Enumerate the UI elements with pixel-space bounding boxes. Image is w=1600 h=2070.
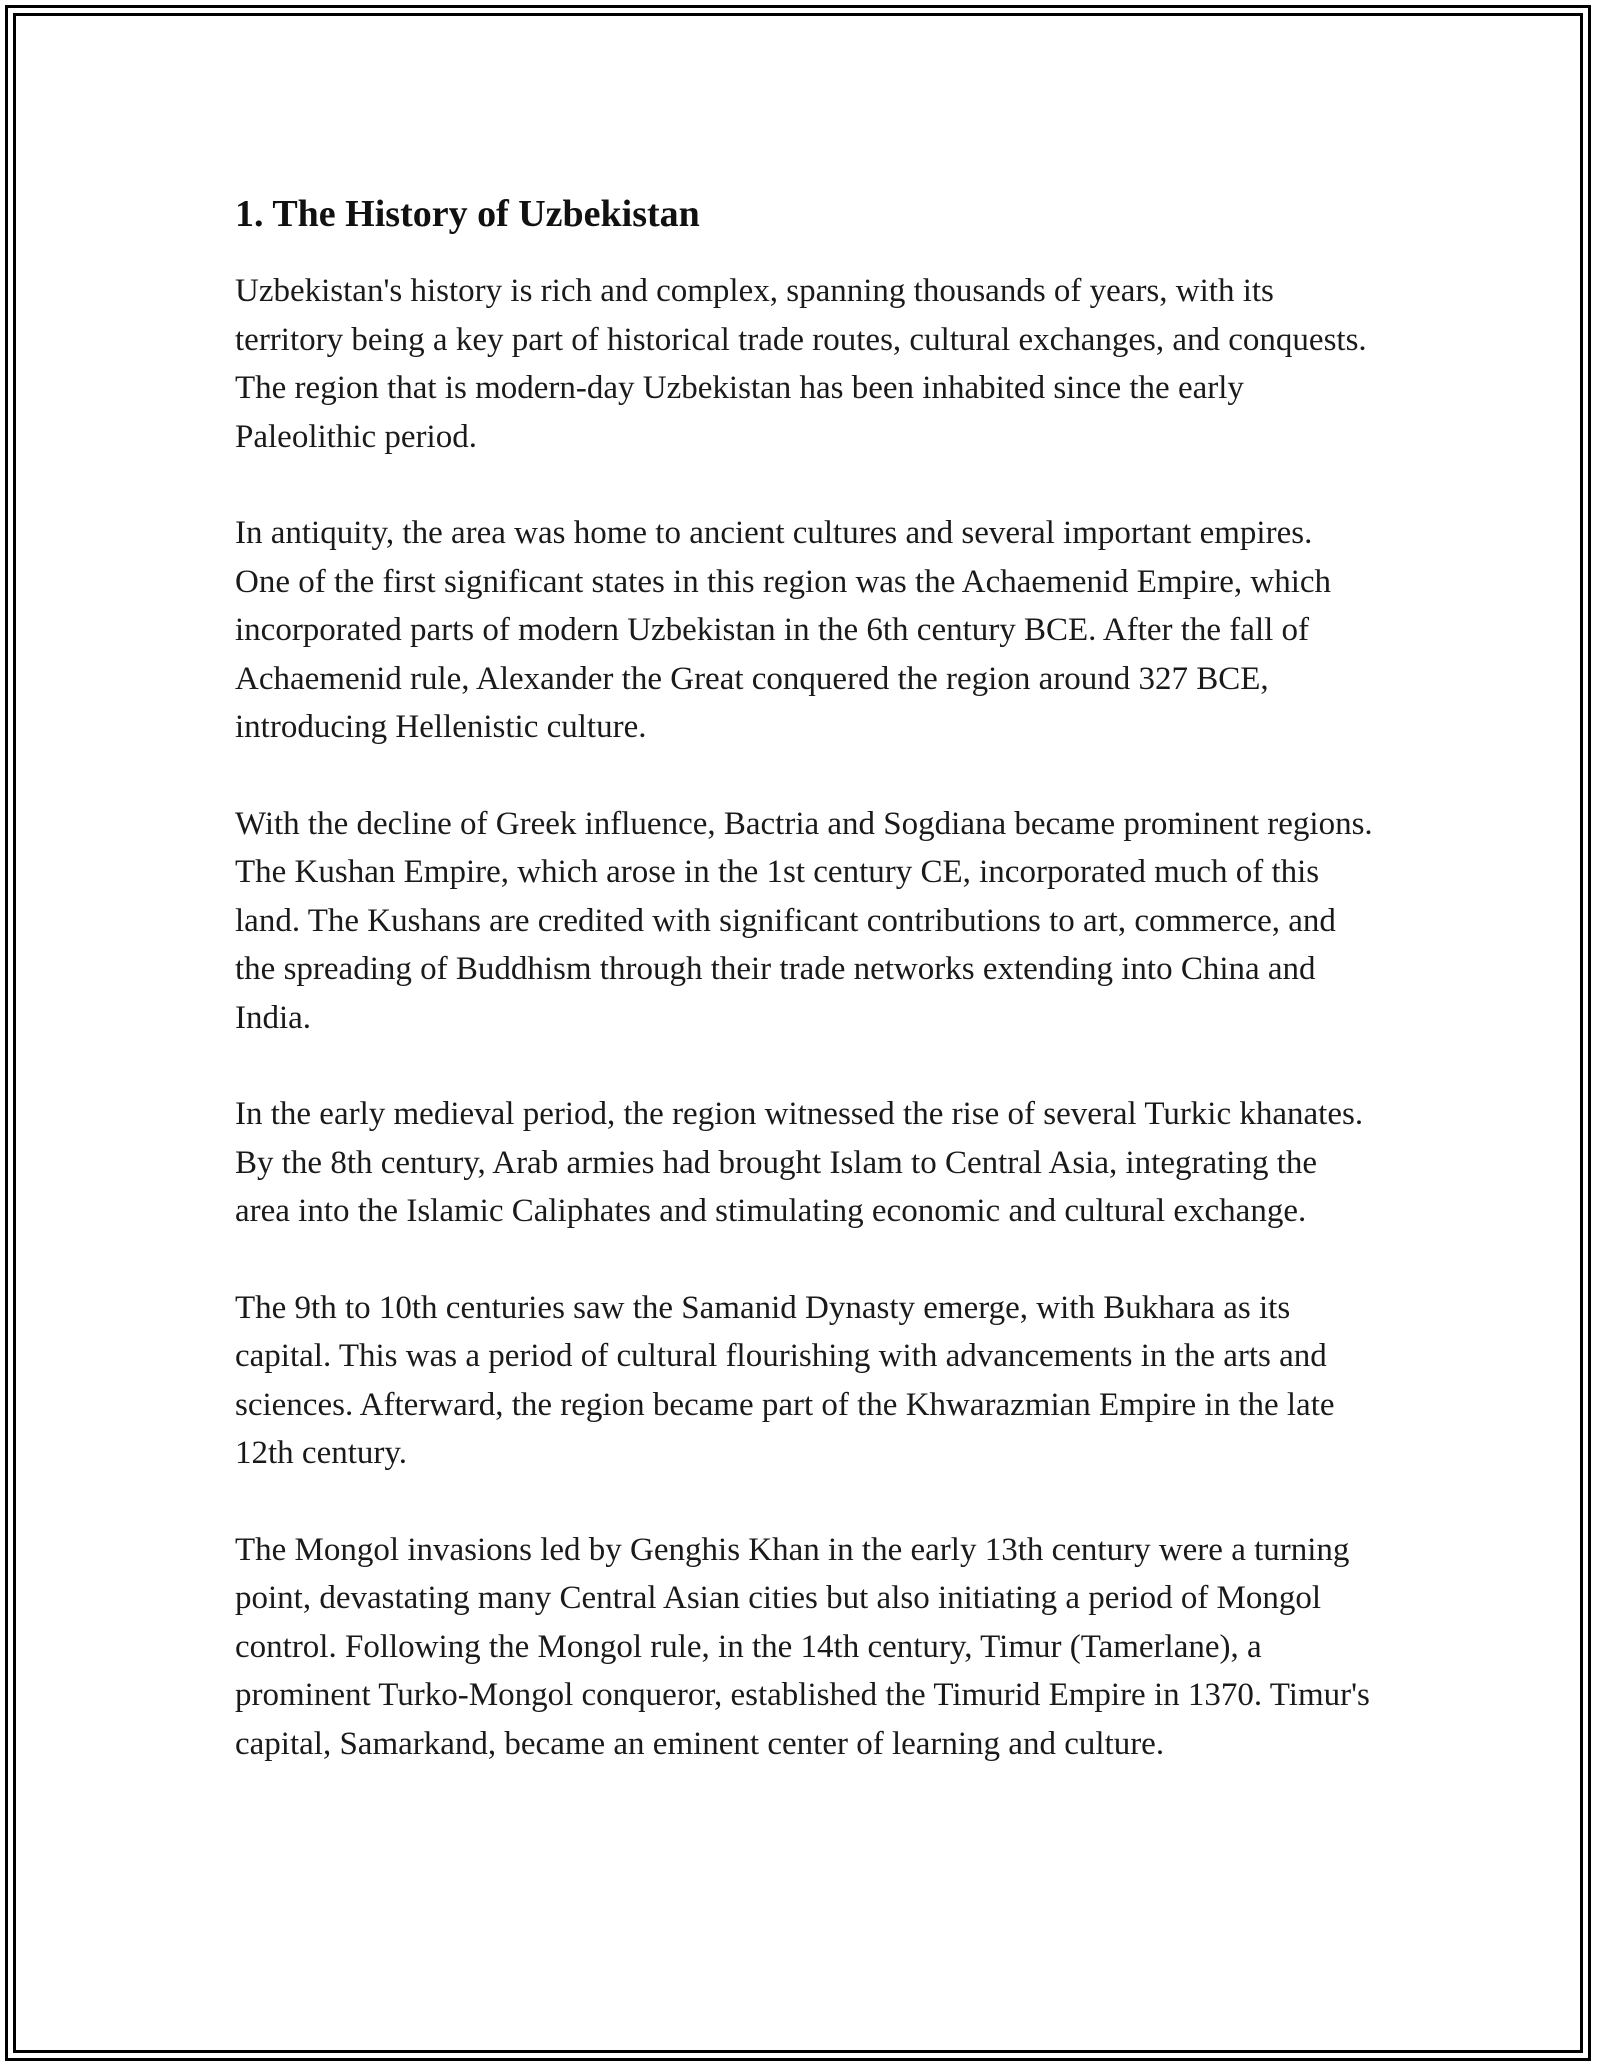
paragraph-samanid: The 9th to 10th centuries saw the Samanid Dynasty emerge, with Bukhara as its capital. This was a period of cultural flourishing with advancements in the arts and sciences. Afterward, the region became part of the Khwarazmian Empire in the late 12th century.: [235, 1289, 1335, 1471]
paragraph-intro: Uzbekistan's history is rich and complex, spanning thousands of years, with its territory being a key part of historical trade routes, cultural exchanges, and conquests. The region that is modern-day Uzbekistan has been inhabited since the early Paleolithic period.: [235, 273, 1367, 455]
paragraph-medieval: In the early medieval period, the region witnessed the rise of several Turkic khanates. By the 8th century, Arab armies had brought Islam to Central Asia, integrating the area into the Islamic Caliphates and stimulating economic and cultural exchange.: [235, 1096, 1364, 1229]
paragraph-mongol: The Mongol invasions led by Genghis Khan in the early 13th century were a turning point, devastating many Central Asian cities but also initiating a period of Mongol control. Following the Mongol rule, in the 14th century, Timur (Tamerlane), a prominent Turko-Mongol conqueror, established the Timurid Empire in 1370. Timur's capital, Samarkand, became an eminent center of learning and culture.: [235, 1531, 1370, 1762]
document-body: [235, 185, 1375, 1816]
section-title: 1. The History of Uzbekistan: [235, 193, 700, 235]
paragraph-kushan: With the decline of Greek influence, Bactria and Sogdiana became prominent regions. The Kushan Empire, which arose in the 1st century CE, incorporated much of this land. The Kushans are credited with significant contributions to art, commerce, and the spreading of Buddhism through their trade networks extending into China and India.: [235, 805, 1373, 1036]
paragraph-antiquity: In antiquity, the area was home to ancient cultures and several important empires. One of the first significant states in this region was the Achaemenid Empire, which incorporated parts of modern Uzbekistan in the 6th century BCE. After the fall of Achaemenid rule, Alexander the Great conquered the region around 327 BCE, introducing Hellenistic culture.: [235, 515, 1332, 745]
